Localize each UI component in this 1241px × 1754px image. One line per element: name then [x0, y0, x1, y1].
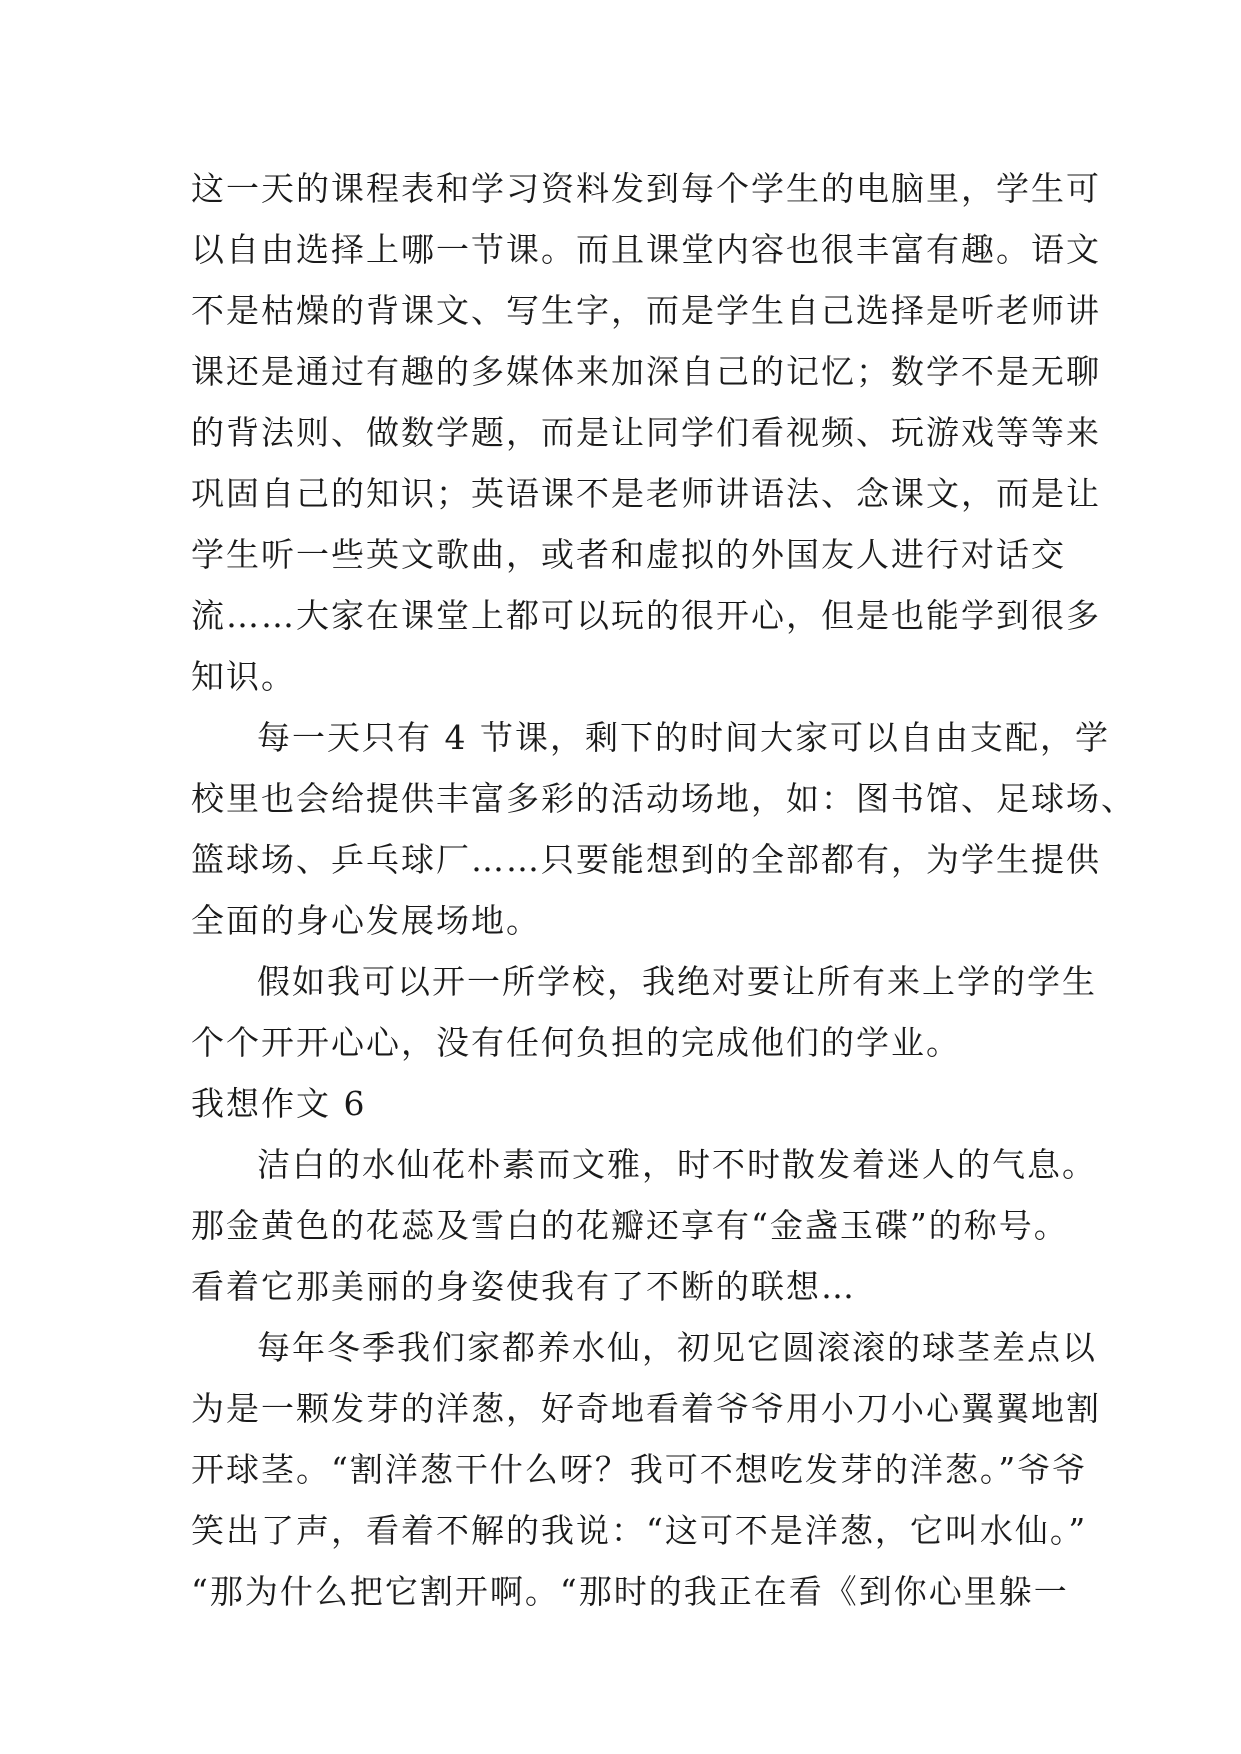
text-line: 洁白的水仙花朴素而文雅，时不时散发着迷人的气息。	[257, 1145, 1097, 1184]
text-line: “那为什么把它割开啊。“那时的我正在看《到你心里躲一	[191, 1572, 1069, 1611]
text-line: 学生听一些英文歌曲，或者和虚拟的外国友人进行对话交	[191, 535, 1066, 574]
text-line: 看着它那美丽的身姿使我有了不断的联想…	[191, 1267, 856, 1306]
paragraph-3	[191, 951, 1097, 1073]
text-line: 那金黄色的花蕊及雪白的花瓣还享有“金盏玉碟”的称号。	[191, 1206, 1069, 1245]
text-line: 假如我可以开一所学校，我绝对要让所有来上学的学生	[257, 962, 1097, 1001]
text-line: 篮球场、乒乓球厂……只要能想到的全部都有，为学生提供	[191, 840, 1101, 879]
text-line: 的背法则、做数学题，而是让同学们看视频、玩游戏等等来	[191, 413, 1101, 452]
text-line: 不是枯燥的背课文、写生字，而是学生自己选择是听老师讲	[191, 291, 1101, 330]
text-line: 知识。	[191, 657, 296, 696]
text-line: 每一天只有 4 节课，剩下的时间大家可以自由支配，学	[257, 718, 1110, 757]
text-line: 个个开开心心，没有任何负担的完成他们的学业。	[191, 1023, 961, 1062]
paragraph-1	[191, 158, 1101, 707]
paragraph-4	[191, 1134, 1097, 1317]
text-line: 笑出了声，看着不解的我说：“这可不是洋葱，它叫水仙。”	[191, 1511, 1088, 1550]
text-line: 这一天的课程表和学习资料发到每个学生的电脑里，学生可	[191, 169, 1101, 208]
text-line: 每年冬季我们家都养水仙，初见它圆滚滚的球茎差点以	[257, 1328, 1097, 1367]
text-line: 校里也会给提供丰富多彩的活动场地，如：图书馆、足球场、	[191, 779, 1136, 818]
text-line: 开球茎。“割洋葱干什么呀？我可不想吃发芽的洋葱。”爷爷	[191, 1450, 1088, 1489]
text-line: 巩固自己的知识；英语课不是老师讲语法、念课文，而是让	[191, 474, 1101, 513]
text-line: 为是一颗发芽的洋葱，好奇地看着爷爷用小刀小心翼翼地割	[191, 1389, 1101, 1428]
text-line: 流……大家在课堂上都可以玩的很开心，但是也能学到很多	[191, 596, 1101, 635]
document-body	[191, 158, 1136, 1622]
text-line: 以自由选择上哪一节课。而且课堂内容也很丰富有趣。语文	[191, 230, 1101, 269]
paragraph-2	[191, 707, 1136, 951]
text-line: 全面的身心发展场地。	[191, 901, 541, 940]
text-line: 课还是通过有趣的多媒体来加深自己的记忆；数学不是无聊	[191, 352, 1101, 391]
section-heading: 我想作文 6	[191, 1084, 367, 1123]
paragraph-5	[191, 1317, 1101, 1622]
